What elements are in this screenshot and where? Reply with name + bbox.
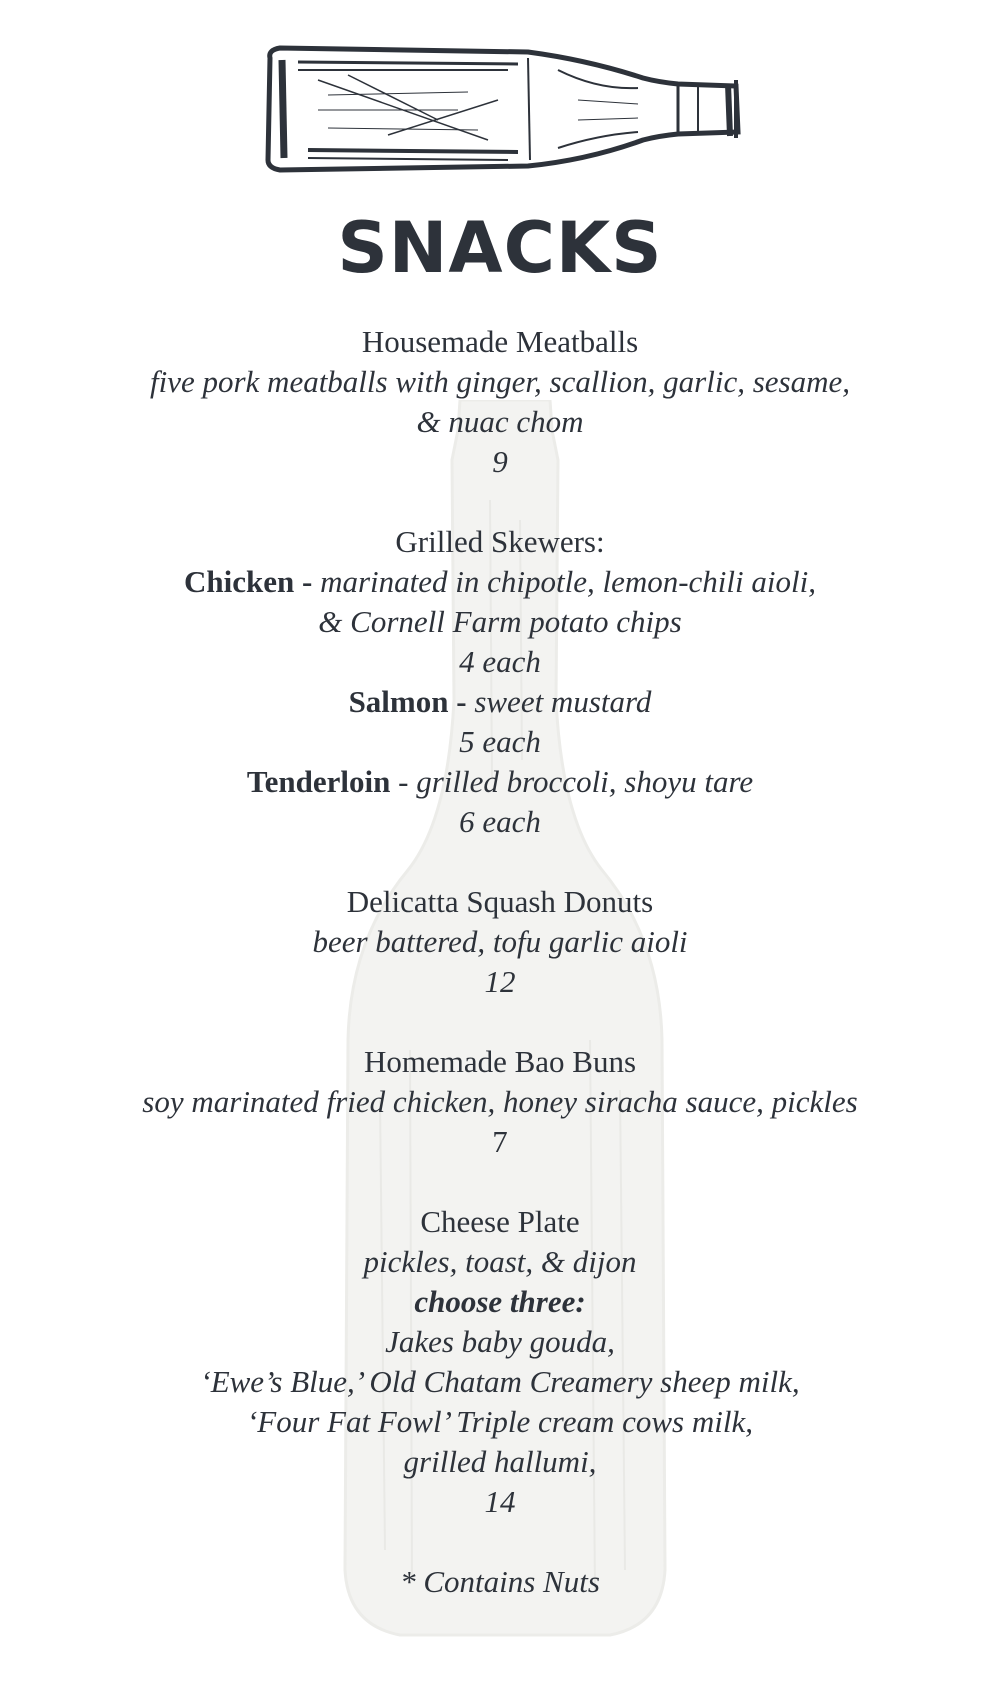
skewer-tenderloin bbox=[0, 762, 1000, 802]
beer-bottle-sketch-icon bbox=[258, 40, 758, 180]
menu-item-skewers bbox=[0, 522, 1000, 842]
item-name: Cheese Plate bbox=[420, 1204, 580, 1239]
skewer-salmon bbox=[0, 682, 1000, 722]
item-price: 12 bbox=[484, 964, 516, 999]
item-price: 14 bbox=[484, 1484, 516, 1519]
item-description: five pork meatballs with ginger, scallion, garlic, sesame, bbox=[149, 364, 850, 399]
skewer-separator: - bbox=[448, 684, 475, 719]
item-description: sweet mustard bbox=[474, 684, 652, 719]
cheese-option: ‘Four Fat Fowl’ Triple cream cows milk, bbox=[246, 1404, 753, 1439]
item-description: beer battered, tofu garlic aioli bbox=[312, 924, 688, 959]
item-price: 4 each bbox=[459, 644, 541, 679]
skewer-label: Tenderloin bbox=[246, 764, 391, 799]
menu-item-donuts bbox=[0, 882, 1000, 1002]
menu-item-cheese bbox=[0, 1202, 1000, 1522]
menu-item-bao bbox=[0, 1042, 1000, 1162]
cheese-option: Jakes baby gouda, bbox=[385, 1324, 615, 1359]
page-title: SNACKS bbox=[337, 207, 663, 289]
item-price: 7 bbox=[492, 1124, 508, 1159]
item-description: pickles, toast, & dijon bbox=[363, 1244, 637, 1279]
cheese-choose-label: choose three: bbox=[414, 1284, 586, 1319]
menu-list bbox=[0, 322, 1000, 1602]
item-description: & nuac chom bbox=[416, 404, 584, 439]
item-name: Homemade Bao Buns bbox=[363, 1044, 637, 1079]
skewer-label: Salmon bbox=[348, 684, 449, 719]
skewer-separator: - bbox=[294, 564, 321, 599]
item-name: Grilled Skewers: bbox=[395, 524, 605, 559]
skewer-label: Chicken bbox=[183, 564, 295, 599]
item-price: 9 bbox=[492, 444, 508, 479]
item-description: soy marinated fried chicken, honey siracha sauce, pickles bbox=[142, 1084, 858, 1119]
item-name: Housemade Meatballs bbox=[361, 324, 639, 359]
item-description: marinated in chipotle, lemon-chili aioli, bbox=[320, 564, 816, 599]
item-price: 5 each bbox=[459, 724, 541, 759]
cheese-option: grilled hallumi, bbox=[403, 1444, 597, 1479]
item-price: 6 each bbox=[459, 804, 541, 839]
cheese-option: ‘Ewe’s Blue,’ Old Chatam Creamery sheep milk, bbox=[200, 1364, 800, 1399]
item-description: & Cornell Farm potato chips bbox=[318, 604, 682, 639]
menu-item-meatballs bbox=[0, 322, 1000, 482]
skewer-chicken bbox=[0, 562, 1000, 602]
item-description: grilled broccoli, shoyu tare bbox=[416, 764, 754, 799]
skewer-separator: - bbox=[390, 764, 417, 799]
item-name: Delicatta Squash Donuts bbox=[346, 884, 654, 919]
footnote: * Contains Nuts bbox=[400, 1564, 600, 1599]
